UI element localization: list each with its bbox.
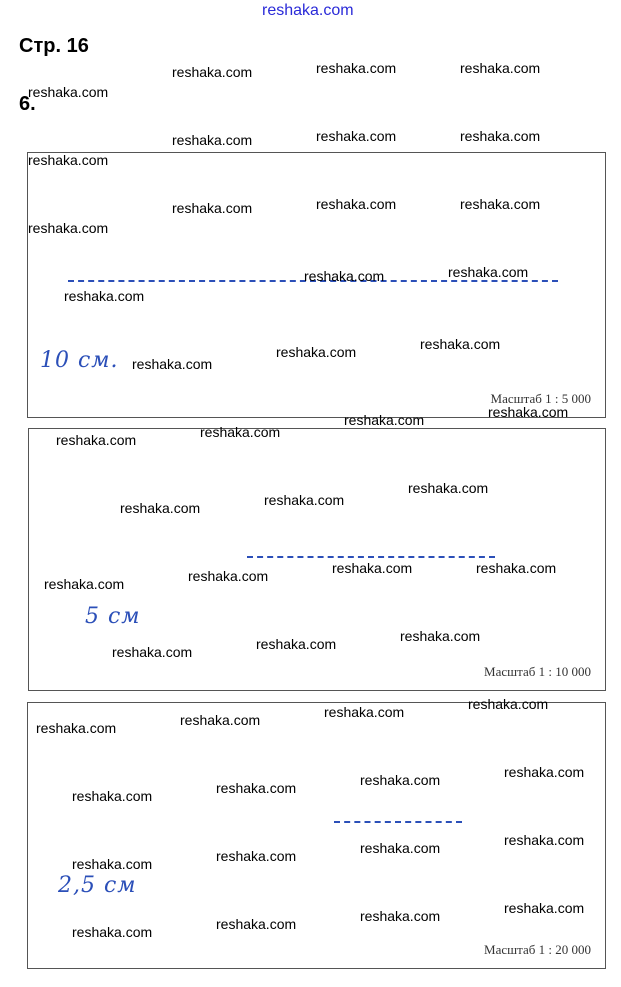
scale-label: Масштаб 1 : 20 000 bbox=[484, 942, 591, 957]
length-label: 2,5 см bbox=[58, 873, 137, 898]
watermark: reshaka.com bbox=[344, 412, 425, 428]
watermark: reshaka.com bbox=[276, 344, 357, 360]
watermark: reshaka.com bbox=[172, 64, 253, 80]
watermark: reshaka.com bbox=[316, 60, 397, 76]
watermark: reshaka.com bbox=[112, 644, 193, 660]
watermark: reshaka.com bbox=[216, 780, 297, 796]
watermark: reshaka.com bbox=[120, 500, 201, 516]
watermark: reshaka.com bbox=[200, 424, 281, 440]
watermark: reshaka.com bbox=[504, 832, 585, 848]
watermark: reshaka.com bbox=[304, 268, 385, 284]
watermark: reshaka.com bbox=[36, 720, 117, 736]
watermark: reshaka.com bbox=[324, 704, 405, 720]
watermark: reshaka.com bbox=[488, 404, 569, 420]
length-label: 5 см bbox=[85, 604, 141, 629]
page-title: Стр. 16 bbox=[19, 35, 89, 57]
scale-label: Масштаб 1 : 10 000 bbox=[484, 664, 591, 679]
watermark: reshaka.com bbox=[400, 628, 481, 644]
dashed-segment bbox=[247, 556, 495, 558]
watermark: reshaka.com bbox=[460, 196, 541, 212]
watermark: reshaka.com bbox=[332, 560, 413, 576]
dashed-segment bbox=[334, 821, 462, 823]
watermark: reshaka.com bbox=[188, 568, 269, 584]
watermark: reshaka.com bbox=[408, 480, 489, 496]
watermark: reshaka.com bbox=[256, 636, 337, 652]
watermark: reshaka.com bbox=[460, 60, 541, 76]
watermark: reshaka.com bbox=[64, 288, 145, 304]
watermark: reshaka.com bbox=[468, 696, 549, 712]
watermark: reshaka.com bbox=[180, 712, 261, 728]
watermark: reshaka.com bbox=[360, 908, 441, 924]
scale-panel-1 bbox=[27, 152, 606, 418]
watermark: reshaka.com bbox=[28, 152, 109, 168]
watermark: reshaka.com bbox=[460, 128, 541, 144]
watermark: reshaka.com bbox=[448, 264, 529, 280]
watermark: reshaka.com bbox=[172, 132, 253, 148]
watermark: reshaka.com bbox=[504, 764, 585, 780]
watermark: reshaka.com bbox=[72, 788, 153, 804]
watermark: reshaka.com bbox=[172, 200, 253, 216]
watermark: reshaka.com bbox=[316, 196, 397, 212]
watermark: reshaka.com bbox=[44, 576, 125, 592]
watermark: reshaka.com bbox=[216, 848, 297, 864]
watermark: reshaka.com bbox=[72, 856, 153, 872]
watermark: reshaka.com bbox=[28, 220, 109, 236]
watermark: reshaka.com bbox=[56, 432, 137, 448]
watermark: reshaka.com bbox=[216, 916, 297, 932]
watermark: reshaka.com bbox=[420, 336, 501, 352]
watermark: reshaka.com bbox=[28, 84, 109, 100]
watermark: reshaka.com bbox=[72, 924, 153, 940]
watermark: reshaka.com bbox=[360, 772, 441, 788]
watermark: reshaka.com bbox=[316, 128, 397, 144]
watermark: reshaka.com bbox=[476, 560, 557, 576]
watermark: reshaka.com bbox=[360, 840, 441, 856]
watermark: reshaka.com bbox=[132, 356, 213, 372]
site-link[interactable]: reshaka.com bbox=[262, 2, 354, 19]
watermark: reshaka.com bbox=[264, 492, 345, 508]
watermark: reshaka.com bbox=[504, 900, 585, 916]
task-number: 6. bbox=[19, 93, 36, 115]
scale-label: Масштаб 1 : 5 000 bbox=[490, 391, 591, 406]
length-label: 10 см. bbox=[40, 348, 119, 373]
